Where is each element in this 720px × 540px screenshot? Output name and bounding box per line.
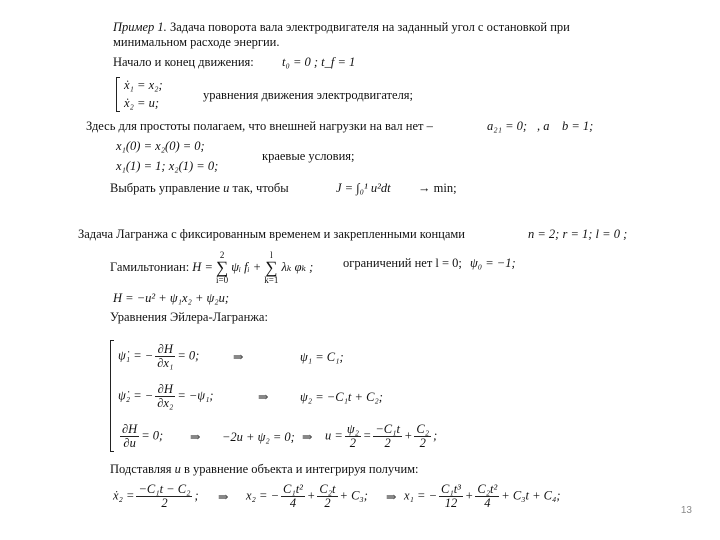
euler-eq-2-frac <box>155 383 175 410</box>
hamiltonian-H: H = <box>192 259 213 274</box>
result-3-end: + C₃t + C₄; <box>501 488 561 503</box>
sum-1-top: 2 <box>219 250 225 260</box>
example-title-line1 <box>113 20 570 34</box>
boundary-label: краевые условия; <box>262 149 355 163</box>
lagrange-title: Задача Лагранжа с фиксированным временем и закрепленными концами <box>78 227 465 241</box>
substitution-line <box>110 462 419 476</box>
assumption-text: Здесь для простоты полагаем, что внешней нагрузки на вал нет – <box>86 119 433 133</box>
motion-eq-1: ẋ₁ = x₂; <box>124 78 163 92</box>
substitution-label: Подставляя <box>110 462 172 476</box>
control-frac-2-den: 2 <box>384 436 391 450</box>
result-1-den: 2 <box>161 496 168 510</box>
assumption-formula-2: b = 1; <box>562 119 594 133</box>
control-frac-2-num: −C₁t <box>375 422 400 436</box>
result-1 <box>113 483 199 510</box>
control-plus: + <box>403 428 413 443</box>
result-3-frac-2-den: 4 <box>484 496 491 510</box>
result-3-lhs: x₁ = − <box>404 488 438 503</box>
euler-eq-1-lhs: ψ̇₁ = − <box>118 348 154 363</box>
euler-res-1: ψ₁ = C₁; <box>300 350 344 364</box>
control-functional: J = ∫₀¹ u²dt <box>336 181 391 195</box>
control-frac-2 <box>373 423 402 450</box>
boundary-condition-2: x₁(1) = 1; x₂(1) = 0; <box>116 159 219 173</box>
sum-2-bottom: k=1 <box>264 275 279 285</box>
boundary-condition-1: x₁(0) = x₂(0) = 0; <box>116 139 205 153</box>
result-3-frac-1 <box>439 483 463 510</box>
hamiltonian-expanded: H = −u² + ψ₁x₂ + ψ₂u; <box>113 291 230 305</box>
slide-number: 13 <box>680 505 692 516</box>
euler-brace <box>110 340 111 452</box>
result-2-frac-1 <box>281 483 305 510</box>
result-3 <box>404 483 561 510</box>
sum-2-top: l <box>270 250 273 260</box>
arrow-3: ⇒ <box>190 430 201 444</box>
substitution-var: u <box>174 462 181 476</box>
euler-res-2: ψ₂ = −C₁t + C₂; <box>300 390 383 404</box>
euler-eq-1-frac <box>155 343 175 370</box>
control-line <box>110 181 289 195</box>
motion-brace <box>116 77 117 112</box>
result-3-frac-2 <box>475 483 499 510</box>
control-frac-3-den: 2 <box>419 436 426 450</box>
assumption-formula-1: a₂₁ = 0; <box>487 119 528 133</box>
result-1-end: ; <box>194 488 199 503</box>
hamiltonian-term-2: λₖ φₖ ; <box>281 259 314 274</box>
result-2-lhs: x₂ = − <box>246 488 280 503</box>
result-1-lhs: ẋ₂ = <box>113 488 135 503</box>
euler-eq-2-rhs: = −ψ₁; <box>177 388 214 403</box>
euler-eq-3-frac <box>120 423 139 450</box>
euler-eq-2 <box>118 383 214 410</box>
control-u: u = <box>325 428 343 443</box>
control-end: ; <box>433 428 438 443</box>
control-var: u <box>223 181 230 195</box>
euler-label: Уравнения Эйлера-Лагранжа: <box>110 310 268 324</box>
control-text: Выбрать управление <box>110 181 221 195</box>
result-2-frac-1-num: C₁t² <box>283 482 303 496</box>
euler-eq-3-den: ∂u <box>123 436 136 450</box>
euler-eq-1-num: ∂H <box>155 343 175 357</box>
example-title-line2: минимальном расходе энергии. <box>113 35 280 49</box>
arrow-1: ⇒ <box>233 350 244 364</box>
hamiltonian-term-1: ψᵢ fᵢ + <box>231 259 262 274</box>
sum-1: 2 ∑ i=0 <box>216 250 229 285</box>
control-frac-1 <box>345 423 361 450</box>
substitution-rest: в уравнение объекта и интегрируя получим: <box>183 462 419 476</box>
hamiltonian-note: ограничений нет l = 0; <box>343 256 462 270</box>
control-eq: = <box>362 428 372 443</box>
result-3-frac-1-den: 12 <box>444 496 458 510</box>
hamiltonian-line <box>110 251 313 285</box>
euler-eq-3 <box>118 423 163 450</box>
result-2-frac-1-den: 4 <box>289 496 297 510</box>
start-end-formula: t₀ = 0 ; t_f = 1 <box>282 55 356 69</box>
example-label: Пример 1. <box>113 20 167 34</box>
motion-eq-2: ẋ₂ = u; <box>124 96 159 110</box>
euler-eq-2-lhs: ψ̇₂ = − <box>118 388 154 403</box>
motion-label: уравнения движения электродвигателя; <box>203 88 414 102</box>
example-title: Задача поворота вала электродвигателя на заданный угол с остановкой при <box>169 20 570 34</box>
arrow-6: ⇒ <box>386 490 397 504</box>
euler-eq-1-den: ∂x₁ <box>157 356 174 370</box>
control-frac-1-num: ψ₂ <box>346 422 359 436</box>
arrow-4: ⇒ <box>302 430 313 444</box>
lagrange-params: n = 2; r = 1; l = 0 ; <box>528 227 628 241</box>
result-3-frac-2-num: C₂t² <box>477 482 498 496</box>
control-frac-1-den: 2 <box>349 436 356 450</box>
start-end-label: Начало и конец движения: <box>113 55 254 69</box>
euler-eq-2-den: ∂x₂ <box>157 396 174 410</box>
result-2 <box>246 483 368 510</box>
assumption-mid: , a <box>537 119 550 133</box>
result-2-end: + C₃; <box>339 488 368 503</box>
euler-eq-1 <box>118 343 199 370</box>
control-frac-3 <box>414 423 431 450</box>
sum-1-bottom: i=0 <box>216 275 229 285</box>
control-solution <box>325 423 437 450</box>
euler-eq-3-rhs: = 0; <box>141 428 164 443</box>
hamiltonian-label: Гамильтониан: <box>110 259 190 274</box>
control-frac-3-num: C₂ <box>416 422 430 436</box>
control-mid: так, чтобы <box>232 181 289 195</box>
euler-eq-2-num: ∂H <box>155 383 175 397</box>
result-3-plus: + <box>464 488 474 503</box>
result-3-frac-1-num: C₁t³ <box>441 482 461 496</box>
arrow-2: ⇒ <box>258 390 269 404</box>
euler-eq-3-num: ∂H <box>122 422 138 436</box>
control-min: → min; <box>418 181 457 195</box>
result-2-frac-2-num: C₂t <box>319 482 336 496</box>
arrow-5: ⇒ <box>218 490 229 504</box>
result-1-frac <box>136 483 192 510</box>
result-2-frac-2 <box>317 483 337 510</box>
euler-eq-1-rhs: = 0; <box>177 348 200 363</box>
result-2-plus: + <box>306 488 316 503</box>
result-1-num: −C₁t − C₂ <box>138 482 191 496</box>
result-2-frac-2-den: 2 <box>324 496 331 510</box>
sum-2: l ∑ k=1 <box>264 250 279 285</box>
euler-mid-3: −2u + ψ₂ = 0; <box>222 430 295 444</box>
psi0-value: ψ₀ = −1; <box>470 256 516 270</box>
